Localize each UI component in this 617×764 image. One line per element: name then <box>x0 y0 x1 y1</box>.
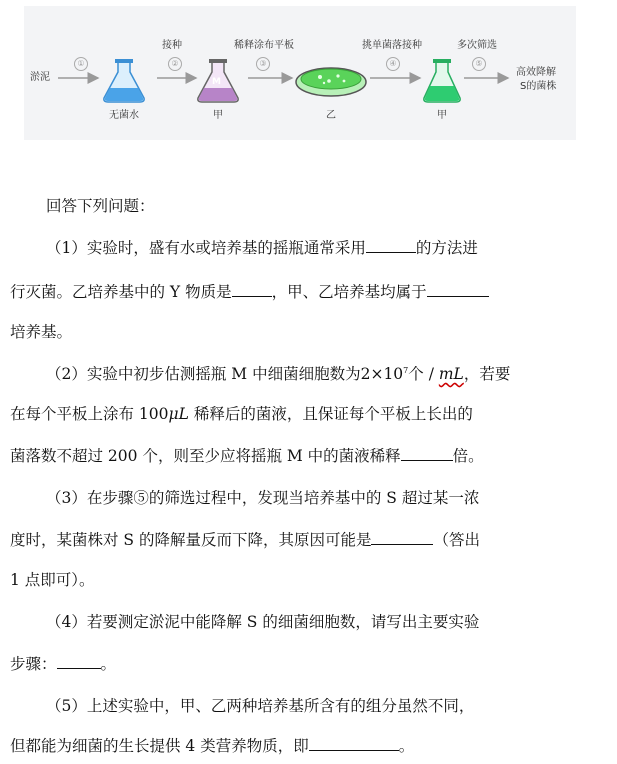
flask-medium-jia-2-icon <box>424 59 460 102</box>
question-2-line-2 <box>10 404 610 424</box>
question-4-line-1 <box>46 612 617 632</box>
petri-dish-icon <box>296 68 366 96</box>
flask-m-mark: M <box>212 77 221 87</box>
question-4-line-2 <box>10 654 610 674</box>
step-4-marker: ④ <box>386 57 400 71</box>
q2-unit-ul: μL <box>168 405 189 423</box>
q2-text-a: （2）实验中初步估测摇瓶 M 中细菌细胞数为 <box>46 365 361 383</box>
question-3-line-3 <box>10 570 610 590</box>
q4-blank[interactable] <box>57 654 101 669</box>
q2-text-e: 菌落数不超过 200 个，则至少应将摇瓶 M 中的菌液稀释 <box>10 447 401 465</box>
q3-text-b: 度时，某菌株对 S 的降解量反而下降，其原因可能是 <box>10 531 372 549</box>
q2-blank[interactable] <box>401 446 453 461</box>
step-5-marker: ⑤ <box>472 57 486 71</box>
q1-text-c: 行灭菌。乙培养基中的 Y 物质是 <box>10 283 232 301</box>
q2-text-f: 倍。 <box>452 447 484 465</box>
q2-text-d: 稀释后的菌液，且保证每个平板上长出的 <box>188 405 473 423</box>
plate-caption: 乙 <box>326 110 336 121</box>
question-1-line-1 <box>46 238 617 258</box>
step-2-marker: ② <box>168 57 182 71</box>
q5-text-c: 。 <box>398 737 415 755</box>
question-2-line-3 <box>10 446 610 466</box>
action-repeated-screening-label: 多次筛选 <box>457 40 497 51</box>
flask-2-caption: 甲 <box>213 110 223 121</box>
q1-blank-1[interactable] <box>366 238 416 253</box>
action-dilution-plating-label: 稀释涂布平板 <box>234 40 294 51</box>
flask-sterile-water-icon <box>104 59 144 102</box>
flask-3-caption: 甲 <box>437 110 447 121</box>
question-3-line-2 <box>10 530 610 550</box>
question-1-line-3 <box>10 322 610 342</box>
q5-text-a: （5）上述实验中，甲、乙两种培养基所含有的组分虽然不同， <box>46 697 475 715</box>
q2-exponent: 7 <box>403 365 409 375</box>
flask-1-caption: 无菌水 <box>109 110 139 121</box>
q3-blank[interactable] <box>371 530 433 545</box>
q2-number: 2×10 <box>360 365 404 383</box>
intro-text: 回答下列问题： <box>46 197 155 215</box>
q3-text-d: 1 点即可）。 <box>10 571 95 589</box>
q1-text-d: ，甲、乙培养基均属于 <box>271 283 427 301</box>
q4-text-a: （4）若要测定淤泥中能降解 S 的细菌细胞数，请写出主要实验 <box>46 613 480 631</box>
question-1-line-2 <box>10 282 610 302</box>
action-pick-colony-label: 挑单菌落接种 <box>362 40 422 51</box>
q1-text-a: （1）实验时，盛有水或培养基的摇瓶通常采用 <box>46 239 366 257</box>
q3-text-c: （答出 <box>433 531 480 549</box>
q1-text-e: 培养基。 <box>10 323 73 341</box>
start-label: 淤泥 <box>30 72 50 83</box>
q5-text-b: 但都能为细菌的生长提供 4 类营养物质，即 <box>10 737 309 755</box>
q2-unit: 个 / <box>408 365 439 383</box>
q2-text-c: 在每个平板上涂布 100 <box>10 405 169 423</box>
experiment-flow-diagram <box>24 6 576 140</box>
question-5-line-2 <box>10 736 610 756</box>
q4-text-b: 步骤： <box>10 655 57 673</box>
step-1-marker: ① <box>74 57 88 71</box>
q1-text-b: 的方法进 <box>415 239 478 257</box>
action-inoculate-label: 接种 <box>162 40 182 51</box>
question-5-line-1 <box>46 696 617 716</box>
q1-blank-3[interactable] <box>427 282 489 297</box>
result-label-line-1: 高效降解 <box>516 67 556 78</box>
result-label-line-2: S的菌株 <box>520 81 557 92</box>
q5-blank[interactable] <box>309 736 399 751</box>
q2-unit-ml: mL <box>438 365 464 383</box>
q3-text-a: （3）在步骤⑤的筛选过程中，发现当培养基中的 S 超过某一浓 <box>46 489 480 507</box>
question-2-line-1 <box>46 364 617 384</box>
step-3-marker: ③ <box>256 57 270 71</box>
q1-blank-2[interactable] <box>232 282 272 297</box>
flow-diagram-graphics <box>24 6 576 140</box>
intro-line <box>46 196 617 216</box>
q2-text-b: ，若要 <box>463 365 511 383</box>
question-3-line-1 <box>46 488 617 508</box>
q4-text-c: 。 <box>100 655 117 673</box>
